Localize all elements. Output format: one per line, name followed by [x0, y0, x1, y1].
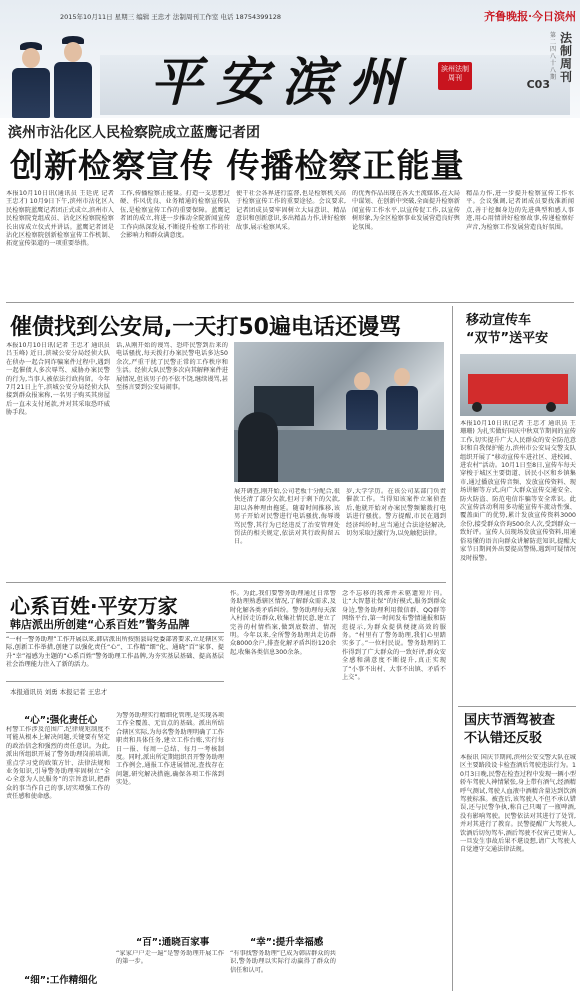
masthead: [0, 0, 580, 118]
dun-col-1: 本报10月10日讯(记者 王忠才 通讯员 吕玉峰) 近日,滨城公安分局经侦大队在侦办一起合同诈骗案件过程中,遇到一起催债人多次辱骂、威胁办案民警的行为,当事人被依法行政拘留。今年7月21日上午,滨城公安分局经侦大队接到群众报案称,一名男子购买其房屋后一直未支付尾款,并对其采取恐吓威胁手段。: [6, 342, 110, 417]
truck-photo: [460, 354, 576, 416]
divider: [6, 302, 574, 303]
office-photo: [234, 342, 444, 482]
lead-col-2: 工作,传播检察正能量。打造一支思想过硬、作风优良、业务精通的检察宣传队伍,是检察宣传工作的重要保障。蓝鹰记者团的成立,将进一步推动全院新闻宣传工作向纵深发展,不断提升检察工作的社会影响力和群众满意度。: [120, 190, 230, 240]
issue-number: 第二四八十八期: [550, 32, 557, 81]
masthead-title: 平安滨州: [150, 52, 415, 113]
right-top-headline-2: “双节”送平安: [466, 331, 549, 346]
xinxi-sub2-body: “家家户户走一遍”是警务助理开展工作的第一步。: [116, 950, 224, 966]
xinxi-subhead: 韩店派出所创建“心系百姓”警务品牌: [10, 618, 190, 631]
xinxi-col-4: 念不忘移的我滞并未驱遗短片刊。让“大智慧社保”的好模式,服务到群众身边,警务助理利用微信群、QQ群等网络平台,第一时间发布警情通报和防范提示,为群众提供便捷高效的服务。“村里有了警务助理,我们心里踏实多了。”一位村民说。警务助理的工作得到了广大群众的一致好评,群众安全感和满意度不断提升,真正实现了“小事不出村、大事不出镇、矛盾不上交”。: [342, 590, 446, 682]
xinxi-subtitle-1b: “细”:工作精细化: [24, 975, 98, 986]
divider: [458, 706, 576, 707]
lead-col-5: 精品力作,进一步提升检察宣传工作水平。会议强调,记者团成员要找准新闻点,善于挖掘身边的先进典型和感人事迹,用心用情讲好检察故事,传递检察好声音,为检察工作发展营造良好氛围。: [466, 190, 574, 231]
xinxi-col-2: 为警务助理实行精细化管理,是实现各项工作全覆盖、无盲点的基础。派出所结合辖区实际,为每名警务助理明确了工作职责和具体任务,建立工作台账,实行每日一报、每周一总结、每月一考核制度。同时,派出所定期组织召开警务助理工作例会,通报工作进展情况,查找存在问题,研究解决措施,确保各项工作落到实处。: [116, 712, 224, 787]
xinxi-sub3-body: “有事找警务助理”已成为韩店群众的共识,警务助理以实际行动赢得了群众的信任和认可。: [230, 950, 336, 974]
xinxi-sub1-body: 村警工作涉及范围广,纪律规矩制度不可能从根本上解决问题,关键要有坚定的政治信念和强烈的责任意识。为此,派出所组织开展了警务助理岗前培训,重点学习党的政策方针、法律法规和业务知识,引导警务助理牢固树立“全心全意为人民服务”的宗旨意识,把群众的事当作自己的事,切实增强工作的责任感和使命感。: [6, 726, 110, 801]
lead-headline: 创新检察宣传 传播检察正能量: [10, 146, 465, 185]
xinxi-headline: 心系百姓·平安万家: [10, 594, 178, 618]
xinxi-subtitle-3: “幸”:提升幸福感: [250, 937, 324, 948]
xinxi-subtitle-2: “百”:通晓百家事: [136, 937, 210, 948]
date-line: 2015年10月11日 星期三 编辑 王忠才 法制周刊工作室 电话 18754399128: [60, 13, 281, 21]
xinxi-col-3: 作。为此,我们要警务助理通过日常警务助理熟悉辖区情况,了解群众需求,及时化解各类矛盾纠纷。警务助理每天深入村居走访群众,收集社情民意,建立了完善的村情档案,做到底数清、情况明。今年以来,全所警务助理共走访群众8000余户,排查化解矛盾纠纷120余起,收集各类信息300余条。: [230, 590, 336, 656]
lead-kicker: 滨州市沾化区人民检察院成立蓝鹰记者团: [8, 125, 260, 141]
page-number: C03: [526, 78, 550, 91]
right-bottom-body: 本报讯 国庆节期间,滨州公安交警大队在城区主要路段设卡检查酒后驾驶违法行为。10月3日晚,民警在检查过程中发现一辆小型轿车驾驶人神情紧张,身上带有酒气,经酒精呼气测试,驾驶人血液中酒精含量达到饮酒驾驶标准。被查后,该驾驶人不但不承认错误,还与民警争执,称自己只喝了一瓶啤酒,没有影响驾驶。民警依法对其进行了处罚,并对其进行了教育。民警提醒广大驾驶人,饮酒后切勿驾车,酒后驾驶不仅害己更害人,一旦发生事故后果不堪设想,请广大驾驶人自觉遵守交通法律法规。: [460, 754, 576, 854]
xinxi-summary: “一村一警务助理”工作开展以来,韩店派出所按照县局党委部署要求,立足辖区实际,创新工作举措,创建了以强化责任“心”、工作精“细”化、通晓“百”家事、提升“幸”福感为主题的“心系百姓”警务助理工作品牌,为夯实基层基础、提高基层社会治理能力注入了新的活力。: [6, 636, 224, 669]
right-top-body: 本报10月10日讯(记者 王忠才 通讯员 王珊珊) 为扎实做好国庆中秋双节期间的宣传工作,切实提升广大人民群众的安全防范意识和自我保护能力,滨州市公安局交警支队组织开展了“移动宣传车进社区、进校园、进农村”活动。10月1日至8日,宣传车每天穿梭于城区主要街道、居民小区和乡镇集市,通过播放宣传音频、发放宣传资料、现场讲解等方式,向广大群众宣传交通安全、防火防盗、防范电信诈骗等安全常识。此次宣传活动利用多功能宣传车流动性强、覆盖面广的优势,累计发放宣传资料3000余份,接受群众咨询500余人次,受到群众一致好评。宣传人员现场发放宣传资料,用通俗易懂的语言向群众讲解防范知识,提醒大家节日期间外出要提高警惕,遇到可疑情况及时报警。: [460, 420, 576, 562]
lead-col-3: 使干社会各界进行监督,也是检察机关高于检察宣传工作的重要途径。会议要求,记者团成员要牢固树立大局意识、精品意识和创新意识,多出精品力作,讲好检察故事,展示检察风采。: [236, 190, 346, 231]
police-illustration: [6, 28, 96, 118]
lead-col-1: 本报10月10日讯(通讯员 王廷虎 记者 王忠才) 10月9日下午,滨州市沾化区人民检察院蓝鹰记者团正式成立,滨州市人民检察院党组成员、沾化区检察院检察长出席成立仪式并讲话。蓝鹰记者团是沾化区检察院创新检察宣传工作机制、拓宽宣传渠道的一项重要举措。: [6, 190, 114, 248]
xinxi-byline: 本报通讯员 刘勇 本报记者 王忠才: [10, 688, 108, 696]
summary-box: [6, 632, 224, 682]
lead-col-4: 的优秀作品出现在各大主流媒体,在大局中谋划、在创新中突破,全面提升检察新闻宣传工作水平,以宣传促工作,以宣传树形象,为全区检察事业发展营造良好舆论氛围。: [352, 190, 460, 231]
column-divider: [452, 306, 453, 991]
section-badge: 滨州法制 周刊: [438, 62, 472, 90]
dun-col-4: 岁,大学学历。在该公司某部门负责催款工作。当得知该案件立案侦查后,他就开始对办案民警频繁拨打电话进行骚扰。警方提醒,市民在遇到经济纠纷时,应当通过合法途径解决,切勿采取过激行为,以免触犯法律。: [346, 488, 446, 538]
dun-col-2: 话,从刚开始的谩骂、恐吓民警到后来的电话骚扰,每天拨打办案民警电话多达50余次,严重干扰了民警正常的工作秩序和生活。经侦大队民警多次向其解释案件进展情况,但该男子仍不依不饶,继续谩骂,甚至扬言要到公安局闹事。: [116, 342, 228, 392]
dun-headline: 催债找到公安局,一天打50遍电话还谩骂: [10, 315, 401, 340]
divider: [6, 582, 446, 583]
right-bottom-headline-1: 国庆节酒驾被查: [464, 713, 556, 728]
right-bottom-headline-2: 不认错还反驳: [464, 731, 543, 746]
right-top-headline-1: 移动宣传车: [466, 313, 532, 328]
newspaper-brand: 齐鲁晚报·今日滨州: [484, 10, 576, 23]
xinxi-subtitle-1: “心”:强化责任心: [24, 715, 98, 726]
section-name: 法制周刊: [560, 31, 573, 84]
dun-col-3: 展开调查,刚开始,公司老板十分配合,很快还清了部分欠款,但对于剩下的欠款,却以各种理由拖延。随着时间推移,该男子开始对民警进行电话骚扰,侮辱谩骂民警,其行为已经违反了治安管理处罚法的相关规定,依法对其行政拘留五日。: [234, 488, 340, 546]
